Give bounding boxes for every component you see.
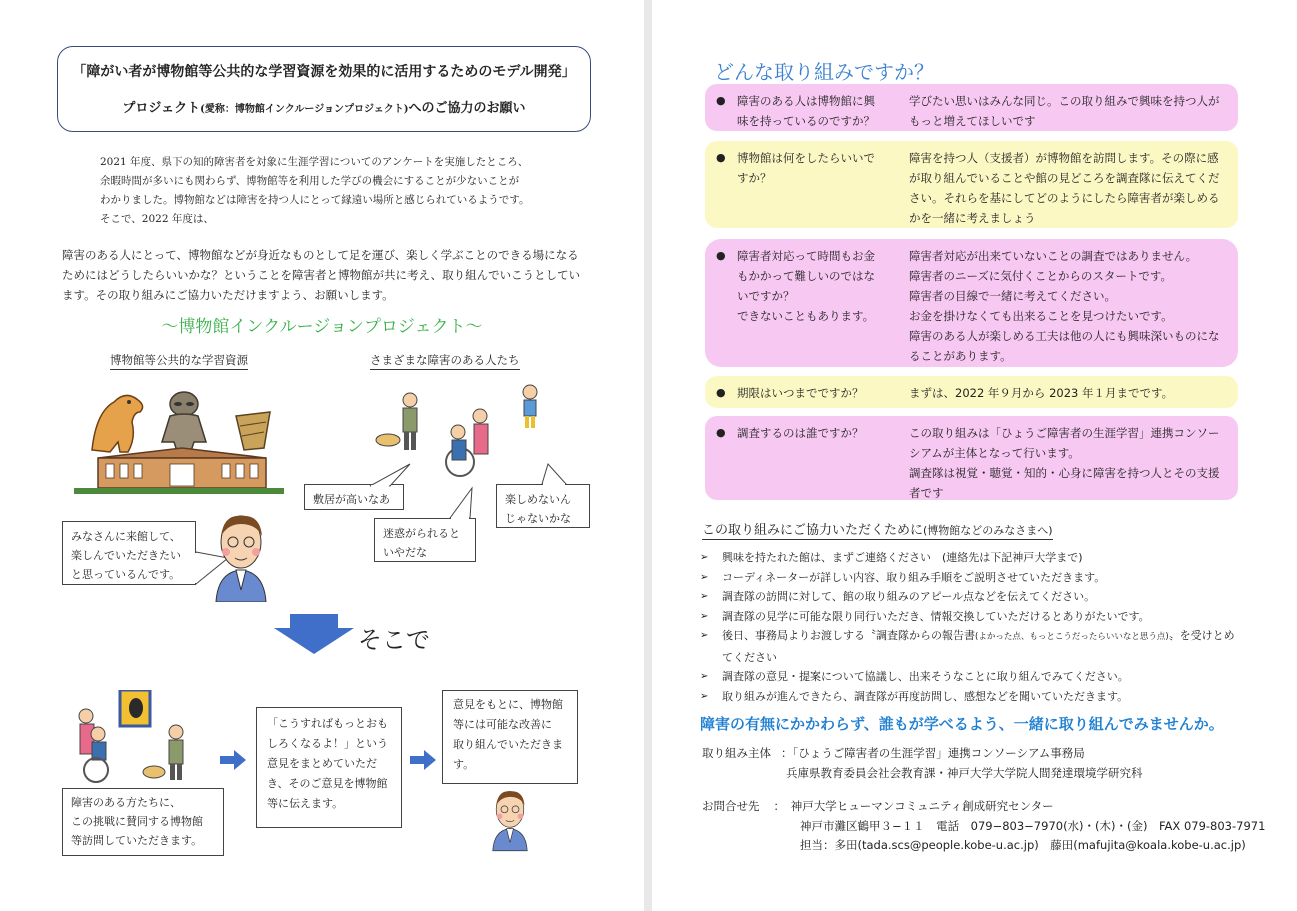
project-title: 〜博物館インクルージョンプロジェクト〜 — [161, 317, 483, 337]
faq-answer — [909, 246, 1234, 366]
heading-people: さまざまな障害のある人たち — [370, 352, 520, 370]
organizer-line: ：「ひょうご障害者の生涯学習」連携コンソーシアム事務局 — [781, 746, 1085, 760]
organizer-line: 兵庫県教育委員会社会教育課・神戸大学大学院人間発達環境学研究科 — [786, 765, 1143, 780]
step-box-improve — [442, 690, 578, 784]
purpose-line: ます。その取り組みにご協力いただけますよう、お願いします。 — [62, 288, 394, 302]
list-item-text: 〟を受けとめ — [1168, 629, 1235, 642]
curator-illustration-small — [490, 786, 530, 852]
list-item: ➢ 調査隊の訪問に対して、館の取り組みのアピール点などを伝えてください。 — [700, 587, 1265, 607]
heading-museum-resources: 博物館等公共的な学習資源 — [110, 352, 248, 370]
faq-row — [705, 376, 1238, 408]
faq-line: かを一緒に考えましょう — [909, 211, 1036, 225]
list-item: ➢ 興味を持たれた館は、まずご連絡ください (連絡先は下記神戸大学まで) — [700, 548, 1265, 568]
faq-row — [705, 416, 1238, 500]
bubble-worried — [374, 518, 476, 562]
faq-line: すか？ — [737, 171, 772, 185]
faq-line: シアムが主体となって行います。 — [909, 446, 1080, 460]
bubble-line: 楽しめないん — [505, 493, 571, 506]
contact-line: 神戸市灘区鶴甲３−１１ 電話 079−803−7970(水)・(木)・(金) FAX 079-803-7971 — [800, 818, 1266, 833]
faq-line: 調査するのは誰ですか？ — [737, 426, 864, 440]
title-line-2 — [58, 97, 590, 116]
list-item: ➢ 調査隊の見学に可能な限り同行いただき、情報交換していただけるとありがたいです。 — [700, 607, 1265, 627]
faq-line: 障害のある人は博物館に興 — [737, 94, 875, 108]
cooperation-heading-note: (博物館などのみなさまへ) — [923, 524, 1053, 537]
intro-paragraph — [100, 153, 570, 229]
faq-line: いですか？ — [737, 289, 795, 303]
organizer-label: 取り組み主体 — [702, 746, 771, 760]
bubble-line: と思っているんです。 — [71, 568, 181, 581]
bullet-dot-icon: ● — [716, 94, 726, 107]
faq-line: 障害者対応が出来ていないことの調査ではありません。 — [909, 249, 1198, 263]
bubble-tail — [536, 462, 576, 486]
title-nickname: (愛称：博物館インクルージョンプロジェクト) — [200, 104, 409, 115]
bubble-line: 迷惑がられると — [383, 527, 460, 540]
what-initiative-title: どんな取り組みですか？ — [714, 60, 934, 84]
contact-line: 担当：多田(tada.scs@people.kobe-u.ac.jp) 藤田(mafujita@koala.kobe-u.ac.jp) — [800, 838, 1246, 852]
step-box-opinion — [256, 707, 402, 828]
bullet-dot-icon: ● — [716, 426, 726, 439]
list-item-text: てください — [722, 650, 777, 664]
faq-line: 障害を持つ人（支援者）が博物館を訪問します。その際に感 — [909, 151, 1219, 165]
bullet-dot-icon: ● — [716, 151, 726, 164]
faq-answer — [909, 91, 1234, 131]
faq-answer — [909, 423, 1234, 503]
faq-line: 障害者の目線で一緒に考えてください。 — [909, 289, 1116, 303]
step-line: 等訪問していただきます。 — [71, 834, 203, 847]
faq-answer — [909, 148, 1234, 228]
bubble-curator — [62, 521, 196, 585]
faq-line: 障害のある人が楽しめる工夫は他の人にも興味深いものにな — [909, 329, 1220, 343]
step-line: 意見をもとに、博物館 — [453, 698, 563, 711]
bubble-line: じゃないかな — [505, 512, 571, 525]
faq-line: が取り組んでいることや館の見どころを調査隊に伝えてくだ — [909, 171, 1220, 185]
list-item-text: 後日、事務局よりお渡しする〝調査隊からの報告書 — [722, 629, 975, 642]
faq-question — [737, 383, 887, 403]
soko-label: そこで — [358, 626, 430, 654]
faq-line: できないこともあります。 — [737, 309, 875, 323]
cooperation-heading — [702, 519, 1053, 540]
bubble-line: 楽しんでいただきたい — [71, 549, 181, 562]
bubble-tail — [360, 462, 412, 488]
faq-line: 味を持っているのですか？ — [737, 114, 875, 128]
title-tail: へのご協力のお願い — [408, 101, 526, 116]
left-page — [0, 0, 644, 911]
faq-question — [737, 246, 887, 326]
bubble-line: みなさんに来館して、 — [71, 530, 181, 543]
bubble-threshold-high: 敷居が高いなあ — [304, 484, 404, 510]
purpose-line: ためにはどうしたらいいかな？ということを障害者と博物館が共に考え、取り組んでいこうとしてい — [62, 268, 581, 282]
faq-question — [737, 148, 887, 188]
intro-line: そこで、2022 年度は、 — [100, 213, 214, 225]
list-item: ➢ 取り組みが進んできたら、調査隊が再度訪問し、感想などを聞いていただきます。 — [700, 687, 1265, 707]
bubble-line: いやだな — [383, 546, 427, 559]
step-line: この挑戦に賛同する博物館 — [71, 815, 203, 828]
intro-line: 余暇時間が多いにも関わらず、博物館等を利用した学びの機会にすることが少ないことが — [100, 175, 520, 187]
list-item: ➢ 調査隊の意見・提案について協議し、出来そうなことに取り組んでみてください。 — [700, 667, 1265, 687]
appeal-message: 障害の有無にかかわらず、誰もが学べるよう、一緒に取り組んでみませんか。 — [700, 715, 1224, 733]
down-arrow-icon — [274, 614, 354, 654]
faq-line: 者です — [909, 486, 944, 500]
faq-line: 調査隊は視覚・聴覚・知的・心身に障害を持つ人とその支援 — [909, 466, 1220, 480]
list-item: ➢ コーディネーターが詳しい内容、取り組み手順をご説明させていただきます。 — [700, 568, 1265, 588]
right-arrow-icon — [410, 750, 436, 770]
step-line: 等に伝えます。 — [267, 797, 344, 810]
curator-illustration — [212, 510, 270, 602]
purpose-paragraph — [62, 245, 592, 305]
organizer-block — [702, 744, 1143, 783]
contact-label: お問合せ先 — [702, 799, 760, 813]
bullet-dot-icon: ● — [716, 386, 726, 399]
faq-row — [705, 84, 1238, 131]
faq-line: 学びたい思いはみんな同じ。この取り組みで興味を持つ人が — [909, 94, 1220, 108]
faq-question — [737, 91, 887, 131]
right-arrow-icon — [220, 750, 246, 770]
list-item — [700, 626, 1265, 667]
step-line: 障害のある方たちに、 — [71, 796, 181, 809]
contact-line: ： 神戸大学ヒューマンコミュニティ創成研究センター — [773, 799, 1054, 813]
faq-line: 障害者のニーズに気付くことからのスタートです。 — [909, 269, 1173, 283]
faq-row — [705, 141, 1238, 228]
faq-line: 期限はいつまでですか？ — [737, 386, 864, 400]
title-main: プロジェクト — [122, 101, 201, 116]
title-line-1: 「障がい者が博物館等公共的な学習資源を効果的に活用するためのモデル開発」 — [72, 64, 576, 80]
intro-line: わかりました。博物館などは障害を持つ人にとって縁遠い場所と感じられているようです。 — [100, 194, 530, 206]
faq-line: 障害者対応って時間もお金 — [737, 249, 875, 263]
bubble-tail — [444, 486, 484, 520]
step-box-visit — [62, 788, 224, 856]
faq-line: 博物館は何をしたらいいで — [737, 151, 875, 165]
title-box — [57, 46, 591, 132]
faq-line: ることがあります。 — [909, 349, 1012, 363]
step-line: しろくなるよ！」という — [267, 737, 388, 750]
visit-illustration — [66, 690, 196, 786]
faq-line: もっと増えてほしいです — [909, 114, 1036, 128]
step-line: 意見をまとめていただ — [267, 757, 377, 770]
faq-row — [705, 239, 1238, 367]
faq-answer — [909, 383, 1234, 403]
step-line: 「こうすればもっとおも — [267, 717, 388, 730]
faq-line: もかかって難しいのではな — [737, 269, 875, 283]
faq-line: この取り組みは「ひょうご障害者の生涯学習」連携コンソー — [909, 426, 1220, 440]
step-line: 取り組んでいただきま — [453, 738, 563, 751]
step-line: 等には可能な改善に — [453, 718, 552, 731]
right-page — [652, 0, 1297, 911]
faq-question — [737, 423, 887, 443]
purpose-line: 障害のある人にとって、博物館などが身近なものとして足を運び、楽しく学ぶことのできる場になる — [62, 248, 579, 262]
faq-line: さい。それらを基にしてどのようにしたら障害者が楽しめる — [909, 191, 1220, 205]
faq-line: お金を掛けなくても出来ることを見つけたいです。 — [909, 309, 1173, 323]
intro-line: 2021 年度、県下の知的障害者を対象に生涯学習についてのアンケートを実施したところ、 — [100, 156, 529, 168]
cooperation-list — [700, 548, 1265, 706]
faq-line: まずは、2022 年９月から 2023 年１月までです。 — [909, 386, 1174, 400]
step-line: す。 — [453, 758, 475, 771]
contact-block — [702, 797, 1265, 856]
bubble-cant-enjoy — [496, 484, 590, 528]
museum-illustration — [74, 382, 284, 500]
list-item-note: (よかった点、もっとこうだったらいいなと思う点) — [975, 632, 1169, 642]
cooperation-heading-text: この取り組みにご協力いただくために — [702, 523, 924, 538]
bullet-dot-icon: ● — [716, 249, 726, 262]
step-line: き、そのご意見を博物館 — [267, 777, 388, 790]
